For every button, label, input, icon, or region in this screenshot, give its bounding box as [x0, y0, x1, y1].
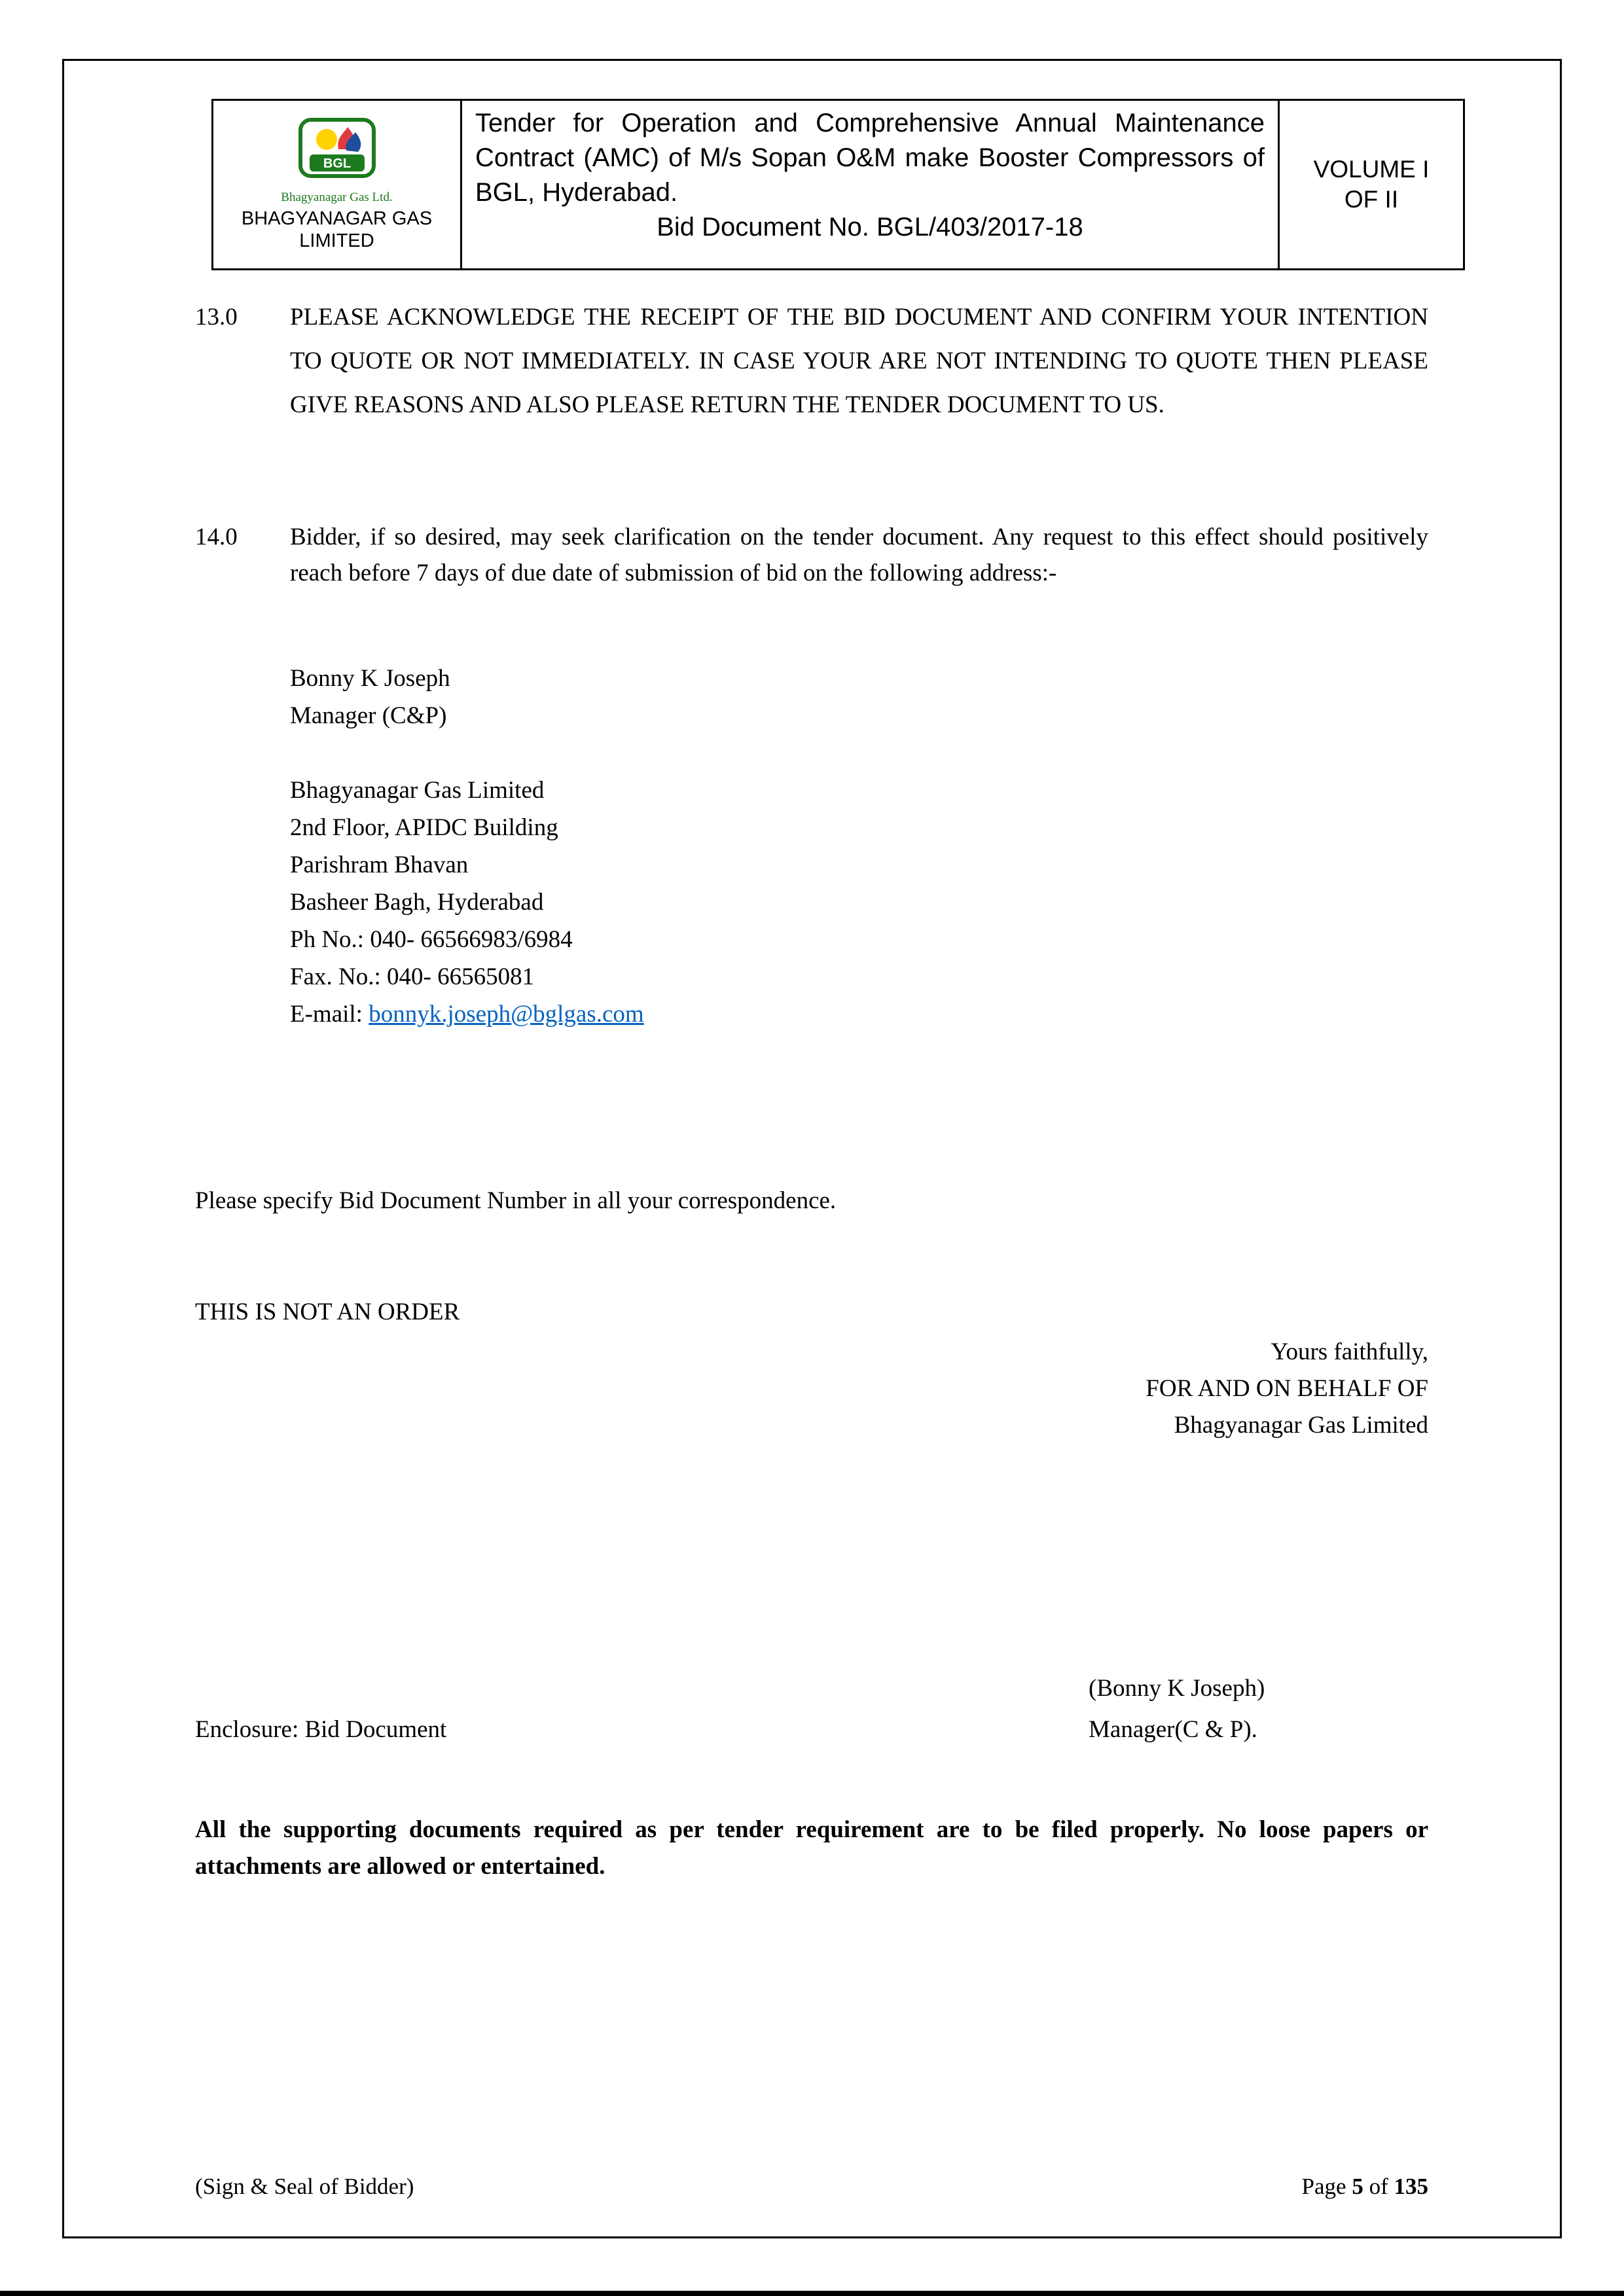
not-an-order-statement: THIS IS NOT AN ORDER: [195, 1299, 460, 1325]
bgl-logo-icon: [298, 118, 376, 189]
page-border: [62, 59, 1562, 2238]
contact-designation: Manager (C&P): [290, 702, 447, 729]
clause-13: [195, 295, 1428, 427]
of-word: of: [1363, 2174, 1394, 2199]
supporting-documents-note: All the supporting documents required as per tender requirement are to be filed properly. No loose papers or attachments are allowed or entertained.: [195, 1816, 1428, 1880]
header-logo-cell: [213, 101, 462, 268]
signatory-name: (Bonny K Joseph): [1089, 1675, 1265, 1702]
clause-13-number: 13.0: [195, 304, 238, 331]
page-number-footer: [1302, 2174, 1428, 2200]
clause-14-number: 14.0: [195, 524, 238, 550]
page-word: Page: [1301, 2174, 1352, 2199]
address-line-city: Basheer Bagh, Hyderabad: [290, 889, 544, 916]
clause-13-text: PLEASE ACKNOWLEDGE THE RECEIPT OF THE BID DOCUMENT AND CONFIRM YOUR INTENTION TO QUOTE OR NOT IMMEDIATELY. IN CASE YOUR ARE NOT INTENDING TO QUOTE THEN PLEASE GIVE REASONS AND ALSO PLEASE RETURN THE TENDER DOCUMENT TO US.: [290, 304, 1428, 418]
please-specify-note: Please specify Bid Document Number in all your correspondence.: [195, 1187, 837, 1214]
page-total: 135: [1394, 2174, 1428, 2199]
bgl-logo-badge-text: BGL: [323, 156, 351, 171]
scan-edge-artifact: [0, 2291, 1624, 2296]
bid-document-number: Bid Document No. BGL/403/2017-18: [657, 213, 1083, 242]
tender-title: Tender for Operation and Comprehensive Annual Maintenance Contract (AMC) of M/s Sopan O&M make Booster Compressors of BGL, Hyderabad.: [475, 109, 1265, 207]
logo-caption: Bhagyanagar Gas Ltd.: [281, 190, 393, 204]
header-table: [211, 99, 1465, 270]
closing-line2: FOR AND ON BEHALF OF: [1146, 1375, 1428, 1402]
volume-line2: OF II: [1344, 186, 1399, 213]
clause-14-text: Bidder, if so desired, may seek clarification on the tender document. Any request to this effect should positively reach before 7 days of due date of submission of bid on the following address:-: [290, 524, 1428, 586]
header-title-cell: [462, 101, 1280, 268]
address-line-building: Parishram Bhavan: [290, 852, 469, 878]
org-name-line1: BHAGYANAGAR GAS: [241, 207, 433, 229]
address-gap: [290, 734, 644, 772]
clause-14: [195, 519, 1428, 591]
closing-block: [1146, 1334, 1428, 1444]
closing-line3: Bhagyanagar Gas Limited: [1174, 1412, 1428, 1439]
header-volume-cell: [1280, 101, 1463, 268]
email-link[interactable]: bonnyk.joseph@bglgas.com: [369, 1001, 644, 1028]
org-name-line2: LIMITED: [299, 230, 374, 251]
volume-line1: VOLUME I: [1313, 156, 1430, 183]
page-number: 5: [1352, 2174, 1363, 2199]
email-label: E-mail:: [290, 1001, 369, 1028]
closing-line1: Yours faithfully,: [1271, 1338, 1428, 1365]
address-line-floor: 2nd Floor, APIDC Building: [290, 814, 558, 841]
address-line-company: Bhagyanagar Gas Limited: [290, 777, 545, 804]
signatory-title: Manager(C & P).: [1089, 1716, 1257, 1743]
contact-name: Bonny K Joseph: [290, 665, 450, 692]
address-line-email: [290, 996, 644, 1033]
address-line-phone: Ph No.: 040- 66566983/6984: [290, 926, 573, 953]
contact-address-block: [290, 660, 644, 1033]
enclosure-note: Enclosure: Bid Document: [195, 1716, 447, 1743]
sign-seal-footer: (Sign & Seal of Bidder): [195, 2174, 414, 2199]
address-line-fax: Fax. No.: 040- 66565081: [290, 963, 535, 990]
